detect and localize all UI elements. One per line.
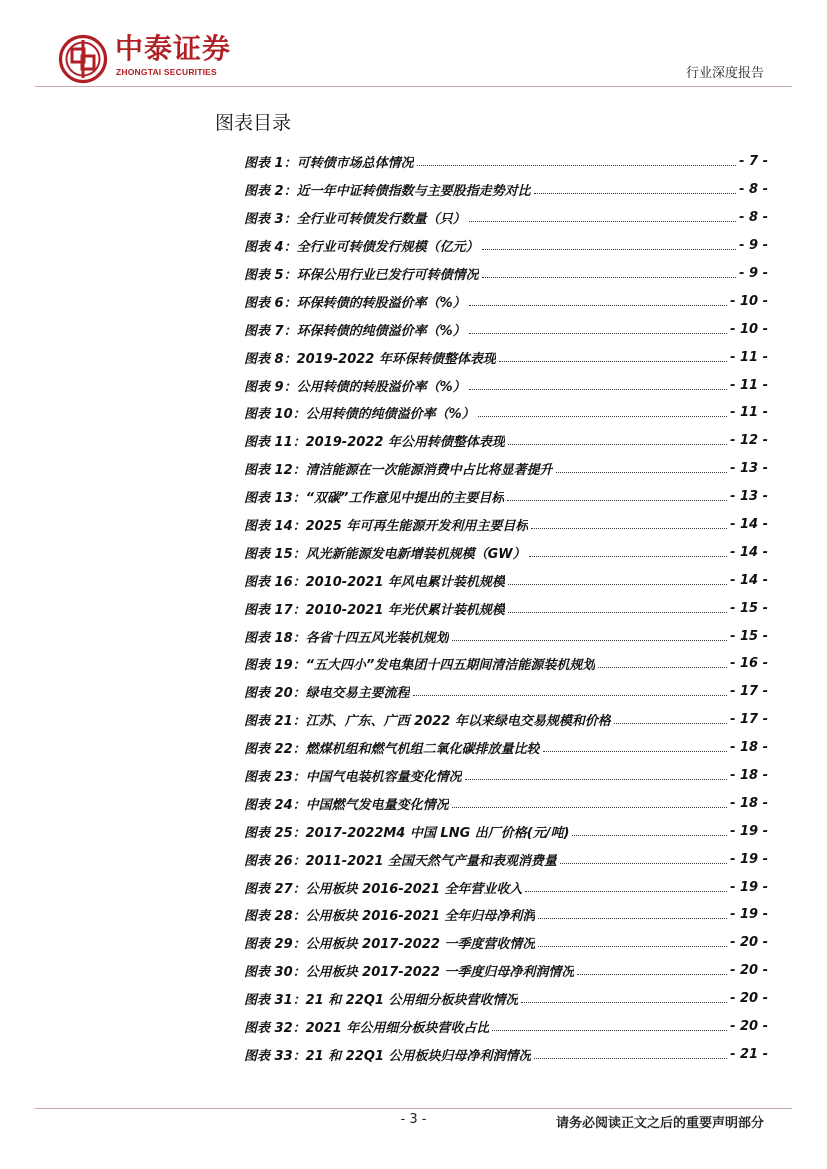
header-divider — [35, 86, 792, 87]
toc-dot-leader — [508, 612, 727, 613]
toc-entry-page: - 18 - — [730, 768, 768, 784]
toc-entry[interactable] — [244, 371, 768, 399]
toc-entry-label: 图表 20：绿电交易主要流程 — [244, 686, 410, 702]
footer-divider — [35, 1108, 792, 1109]
toc-entry[interactable] — [244, 929, 768, 957]
toc-entry-label: 图表 10：公用转债的纯债溢价率（%） — [244, 407, 475, 423]
toc-entry[interactable] — [244, 343, 768, 371]
toc-dot-leader — [413, 695, 727, 696]
toc-dot-leader — [417, 165, 737, 166]
toc-entry-label: 图表 6：环保转债的转股溢价率（%） — [244, 295, 466, 311]
page-header — [0, 0, 827, 100]
toc-entry[interactable] — [244, 483, 768, 511]
toc-entry[interactable] — [244, 176, 768, 204]
toc-dot-leader — [529, 556, 727, 557]
toc-entry[interactable] — [244, 260, 768, 288]
toc-entry[interactable] — [244, 789, 768, 817]
toc-entry-label: 图表 27：公用板块 2016-2021 全年营业收入 — [244, 881, 523, 897]
toc-entry-page: - 7 - — [739, 154, 768, 170]
toc-entry-label: 图表 16：2010-2021 年风电累计装机规模 — [244, 574, 505, 590]
toc-entry-label: 图表 1：可转债市场总体情况 — [244, 156, 414, 172]
toc-entry-page: - 16 - — [730, 656, 768, 672]
toc-entry-page: - 19 - — [730, 907, 768, 923]
toc-dot-leader — [508, 584, 727, 585]
toc-entry-page: - 21 - — [730, 1046, 768, 1062]
toc-entry[interactable] — [244, 1041, 768, 1069]
toc-entry[interactable] — [244, 594, 768, 622]
toc-entry[interactable] — [244, 566, 768, 594]
toc-entry-page: - 17 - — [730, 684, 768, 700]
toc-entry[interactable] — [244, 762, 768, 790]
toc-entry-label: 图表 11：2019-2022 年公用转债整体表现 — [244, 435, 505, 451]
disclaimer-text: 请务必阅读正文之后的重要声明部分 — [555, 1116, 764, 1131]
toc-entry-page: - 20 - — [730, 1019, 768, 1035]
toc-entry[interactable] — [244, 204, 768, 232]
toc-entry[interactable] — [244, 985, 768, 1013]
toc-entry[interactable] — [244, 873, 768, 901]
toc-entry-page: - 11 - — [730, 405, 768, 421]
toc-entry-label: 图表 3：全行业可转债发行数量（只） — [244, 212, 466, 228]
toc-entry-label: 图表 14：2025 年可再生能源开发利用主要目标 — [244, 519, 529, 535]
zhongtai-logo-icon — [58, 34, 108, 84]
toc-entry-label: 图表 7：环保转债的纯债溢价率（%） — [244, 323, 466, 339]
toc-list — [244, 148, 768, 1068]
company-name-cn: 中泰证券 — [115, 32, 232, 65]
toc-entry-label: 图表 23：中国气电装机容量变化情况 — [244, 770, 462, 786]
toc-dot-leader — [534, 1058, 727, 1059]
toc-entry-page: - 13 - — [730, 489, 768, 505]
toc-entry-page: - 13 - — [730, 461, 768, 477]
toc-dot-leader — [538, 946, 727, 947]
toc-entry[interactable] — [244, 538, 768, 566]
toc-entry-page: - 8 - — [739, 210, 768, 226]
toc-dot-leader — [469, 221, 737, 222]
toc-entry-label: 图表 26：2011-2021 全国天然气产量和表观消费量 — [244, 853, 557, 869]
toc-entry-page: - 14 - — [730, 517, 768, 533]
toc-entry-label: 图表 30：公用板块 2017-2022 一季度归母净利润情况 — [244, 965, 575, 981]
toc-entry-label: 图表 25：2017-2022M4 中国 LNG 出厂价格(元/吨) — [244, 825, 570, 841]
toc-dot-leader — [492, 1030, 727, 1031]
toc-dot-leader — [507, 500, 727, 501]
toc-entry[interactable] — [244, 148, 768, 176]
toc-dot-leader — [482, 277, 737, 278]
toc-dot-leader — [469, 333, 727, 334]
toc-dot-leader — [531, 528, 727, 529]
toc-entry-label: 图表 4：全行业可转债发行规模（亿元） — [244, 240, 479, 256]
toc-entry-page: - 11 - — [730, 349, 768, 365]
toc-entry-page: - 9 - — [739, 238, 768, 254]
toc-dot-leader — [499, 361, 727, 362]
toc-entry-label: 图表 24：中国燃气发电量变化情况 — [244, 797, 449, 813]
toc-entry[interactable] — [244, 455, 768, 483]
toc-entry-page: - 14 - — [730, 572, 768, 588]
toc-entry-page: - 11 - — [730, 377, 768, 393]
toc-dot-leader — [465, 779, 727, 780]
toc-entry-label: 图表 13：“双碳”工作意见中提出的主要目标 — [244, 491, 505, 507]
toc-entry[interactable] — [244, 622, 768, 650]
toc-entry-page: - 15 - — [730, 600, 768, 616]
toc-entry-label: 图表 5：环保公用行业已发行可转债情况 — [244, 268, 479, 283]
toc-entry-label: 图表 33：21 和 22Q1 公用板块归母净利润情况 — [244, 1048, 532, 1064]
toc-entry-label: 图表 29：公用板块 2017-2022 一季度营收情况 — [244, 937, 536, 953]
toc-entry-page: - 8 - — [739, 182, 768, 198]
toc-entry-page: - 15 - — [730, 628, 768, 644]
toc-entry-label: 图表 17：2010-2021 年光伏累计装机规模 — [244, 602, 505, 618]
toc-entry-label: 图表 31：21 和 22Q1 公用细分板块营收情况 — [244, 993, 519, 1009]
toc-entry[interactable] — [244, 287, 768, 315]
toc-entry-page: - 10 - — [730, 293, 768, 309]
toc-entry[interactable] — [244, 957, 768, 985]
toc-entry-label: 图表 19：“五大四小”发电集团十四五期间清洁能源装机规划 — [244, 658, 596, 674]
toc-entry-label: 图表 9：公用转债的转股溢价率（%） — [244, 379, 466, 395]
report-type-label: 行业深度报告 — [685, 66, 764, 81]
toc-entry[interactable] — [244, 678, 768, 706]
toc-entry-page: - 14 - — [730, 544, 768, 560]
toc-entry[interactable] — [244, 511, 768, 539]
toc-entry-page: - 20 - — [730, 991, 768, 1007]
toc-dot-leader — [478, 416, 727, 417]
toc-entry[interactable] — [244, 734, 768, 762]
toc-dot-leader — [543, 751, 727, 752]
toc-entry-page: - 18 - — [730, 740, 768, 756]
toc-dot-leader — [556, 472, 727, 473]
toc-dot-leader — [560, 863, 727, 864]
toc-entry-page: - 9 - — [739, 266, 768, 281]
toc-dot-leader — [482, 249, 737, 250]
toc-entry-label: 图表 32：2021 年公用细分板块营收占比 — [244, 1021, 490, 1037]
toc-dot-leader — [508, 444, 727, 445]
toc-entry[interactable] — [244, 817, 768, 845]
toc-entry-label: 图表 2：近一年中证转债指数与主要股指走势对比 — [244, 184, 531, 200]
toc-entry-label: 图表 18：各省十四五风光装机规划 — [244, 630, 449, 646]
toc-entry-page: - 19 - — [730, 823, 768, 839]
toc-dot-leader — [452, 807, 727, 808]
toc-entry-page: - 12 - — [730, 433, 768, 449]
toc-entry-label: 图表 22：燃煤机组和燃气机组二氧化碳排放量比较 — [244, 742, 540, 758]
toc-entry-page: - 17 - — [730, 712, 768, 728]
toc-entry[interactable] — [244, 315, 768, 343]
toc-title: 图表目录 — [215, 112, 292, 134]
toc-dot-leader — [577, 974, 727, 975]
toc-entry-label: 图表 12：清洁能源在一次能源消费中占比将显著提升 — [244, 463, 553, 479]
toc-dot-leader — [598, 667, 727, 668]
toc-dot-leader — [469, 305, 727, 306]
toc-entry[interactable] — [244, 1013, 768, 1041]
toc-dot-leader — [572, 835, 727, 836]
toc-entry[interactable] — [244, 232, 768, 260]
toc-entry[interactable] — [244, 901, 768, 929]
toc-dot-leader — [452, 640, 727, 641]
toc-entry-label: 图表 28：公用板块 2016-2021 全年归母净利润 — [244, 909, 536, 925]
toc-entry[interactable] — [244, 650, 768, 678]
toc-entry-label: 图表 21：江苏、广东、广西 2022 年以来绿电交易规模和价格 — [244, 714, 611, 730]
toc-dot-leader — [534, 193, 737, 194]
company-name-en: ZHONGTAI SECURITIES — [116, 67, 217, 77]
toc-entry-page: - 20 - — [730, 935, 768, 951]
toc-dot-leader — [525, 891, 727, 892]
page-number: - 3 - — [400, 1112, 427, 1127]
toc-dot-leader — [614, 723, 727, 724]
toc-entry[interactable] — [244, 399, 768, 427]
toc-entry-page: - 19 - — [730, 879, 768, 895]
toc-dot-leader — [521, 1002, 727, 1003]
toc-entry-page: - 19 - — [730, 851, 768, 867]
toc-entry[interactable] — [244, 845, 768, 873]
toc-entry[interactable] — [244, 706, 768, 734]
toc-entry[interactable] — [244, 427, 768, 455]
toc-entry-page: - 18 - — [730, 795, 768, 811]
toc-dot-leader — [469, 389, 727, 390]
toc-entry-page: - 10 - — [730, 321, 768, 337]
toc-entry-label: 图表 8：2019-2022 年环保转债整体表现 — [244, 351, 496, 367]
toc-dot-leader — [538, 918, 727, 919]
toc-entry-label: 图表 15：风光新能源发电新增装机规模（GW） — [244, 546, 526, 562]
toc-entry-page: - 20 - — [730, 963, 768, 979]
